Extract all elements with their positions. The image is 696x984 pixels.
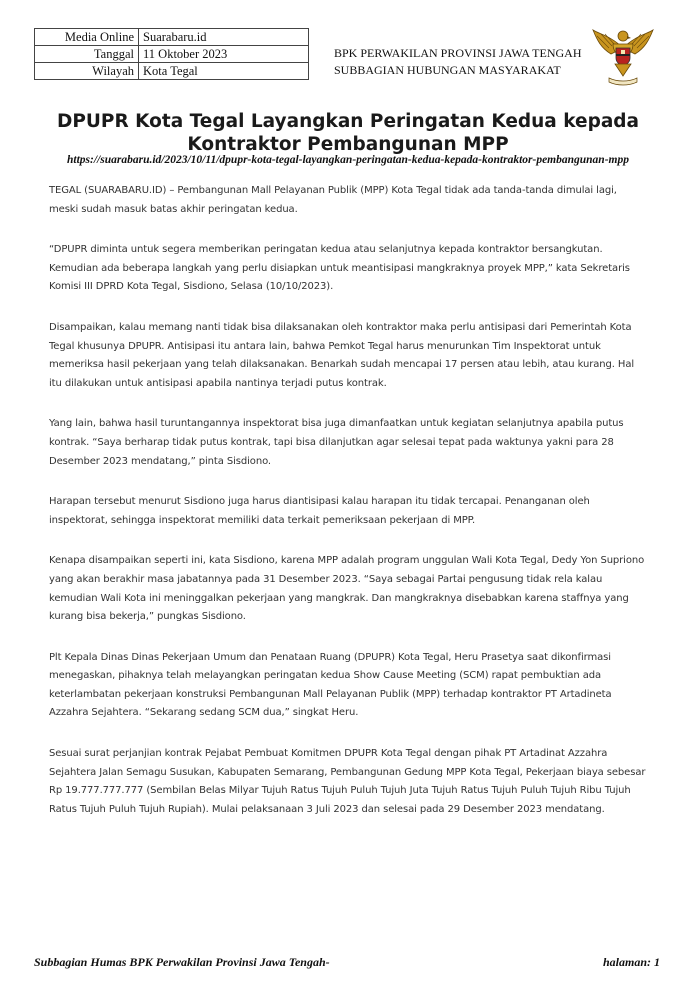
date-row [35, 46, 309, 63]
media-row [35, 29, 309, 46]
article-paragraph: Sesuai surat perjanjian kontrak Pejabat Pembuat Komitmen DPUPR Kota Tegal dengan pihak PT Artadinat Azzahra Sejahtera Jalan Semagu Susukan, Kabupaten Semarang, Pembangunan Gedung MPP Kota Tegal, Pekerjaan biaya sebesar Rp 19.777.777.777 (Sembilan Belas Milyar Tujuh Ratus Tujuh Puluh Tujuh Juta Tujuh Ratus Tujuh Puluh Tujuh Ribu Tujuh Ratus Tujuh Puluh Tujuh Rupiah). Mulai pelaksanaan 3 Juli 2023 dan selesai pada 29 Desember 2023 mendatang. [49, 748, 646, 815]
article-paragraph: Disampaikan, kalau memang nanti tidak bisa dilaksanakan oleh kontraktor maka perlu antisipasi dari Pemerintah Kota Tegal khusunya DPUPR. Antisipasi itu antara lain, bahwa Pemkot Tegal harus menurunkan Tim Inspektorat untuk memeriksa hasil pekerjaan yang telah dilaksanakan. Benarkah sudah mencapai 17 persen atau lebih, atau kurang. Hal itu dilakukan untuk antisipasi apabila nantinya terjadi putus kontrak. [49, 321, 635, 389]
org-heading [334, 45, 582, 79]
article-url: https://suarabaru.id/2023/10/11/dpupr-kota-tegal-layangkan-peringatan-kedua-kepada-kontraktor-pembangunan-mpp [67, 154, 629, 166]
article-paragraph: TEGAL (SUARABARU.ID) – Pembangunan Mall Pelayanan Publik (MPP) Kota Tegal tidak ada tanda-tanda dimulai lagi, meski sudah masuk batas akhir peringatan kedua. [49, 185, 617, 215]
article-body [49, 182, 649, 841]
article-paragraph: Harapan tersebut menurut Sisdiono juga harus diantisipasi kalau harapan itu tidak tercapai. Penanganan oleh inspektorat, sehingga inspektorat memiliki data terkait pemeriksaan pekerjaan di MPP. [49, 496, 590, 526]
media-value: Suarabaru.id [139, 29, 309, 46]
article-paragraph: Plt Kepala Dinas Dinas Pekerjaan Umum dan Penataan Ruang (DPUPR) Kota Tegal, Heru Prasetya saat dikonfirmasi menegaskan, pihaknya telah melayangkan peringatan kedua Show Cause Meeting (SCM) rapat pembuktian ada keterlambatan pekerjaan konstruksi Pembangunan Mall Pelayanan Publik (MPP) terhadap kontraktor PT Artadineta Azzahra Sejahtera. “Sekarang sedang SCM dua,” singkat Heru. [49, 651, 612, 719]
page-number: halaman: 1 [602, 955, 660, 969]
region-value: Kota Tegal [139, 63, 309, 80]
region-row [35, 63, 309, 80]
date-value: 11 Oktober 2023 [139, 46, 309, 63]
region-label: Wilayah [35, 63, 139, 80]
org-division: SUBBAGIAN HUBUNGAN MASYARAKAT [334, 63, 561, 77]
org-name: BPK PERWAKILAN PROVINSI JAWA TENGAH [334, 46, 582, 60]
article-title: DPUPR Kota Tegal Layangkan Peringatan Kedua kepada Kontraktor Pembangunan MPP [56, 111, 640, 155]
media-info-table [34, 28, 309, 80]
article-paragraph: Kenapa disampaikan seperti ini, kata Sisdiono, karena MPP adalah program unggulan Wali Kota Tegal, Dedy Yon Supriono yang akan berakhir masa jabatannya pada 31 Desember 2023. “Saya sebagai Partai pengusung tidak rela kalau kemudian Wali Kota ini meninggalkan pekerjaan yang mangkrak. Dan mangkraknya disebabkan karena staffnya yang kurang bisa bekerja,” pungkas Sisdiono. [49, 555, 645, 623]
garuda-emblem-icon [591, 26, 655, 88]
media-label: Media Online [35, 29, 139, 46]
article-paragraph: “DPUPR diminta untuk segera memberikan peringatan kedua atau selanjutnya kepada kontraktor bersangkutan. Kemudian ada beberapa langkah yang perlu disiapkan untuk meantisipasi mangkraknya proyek MPP,” kata Sekretaris Komisi III DPRD Kota Tegal, Sisdiono, Selasa (10/10/2023). [49, 244, 630, 293]
article-paragraph: Yang lain, bahwa hasil turuntangannya inspektorat bisa juga dimanfaatkan untuk kegiatan selanjutnya apabila putus kontrak. “Saya berharap tidak putus kontrak, tapi bisa dilanjutkan agar selesai tepat pada waktunya yakni para 28 Desember 2023 mendatang,” pinta Sisdiono. [49, 418, 624, 467]
date-label: Tanggal [35, 46, 139, 63]
footer-unit: Subbagian Humas BPK Perwakilan Provinsi Jawa Tengah- [34, 955, 330, 969]
